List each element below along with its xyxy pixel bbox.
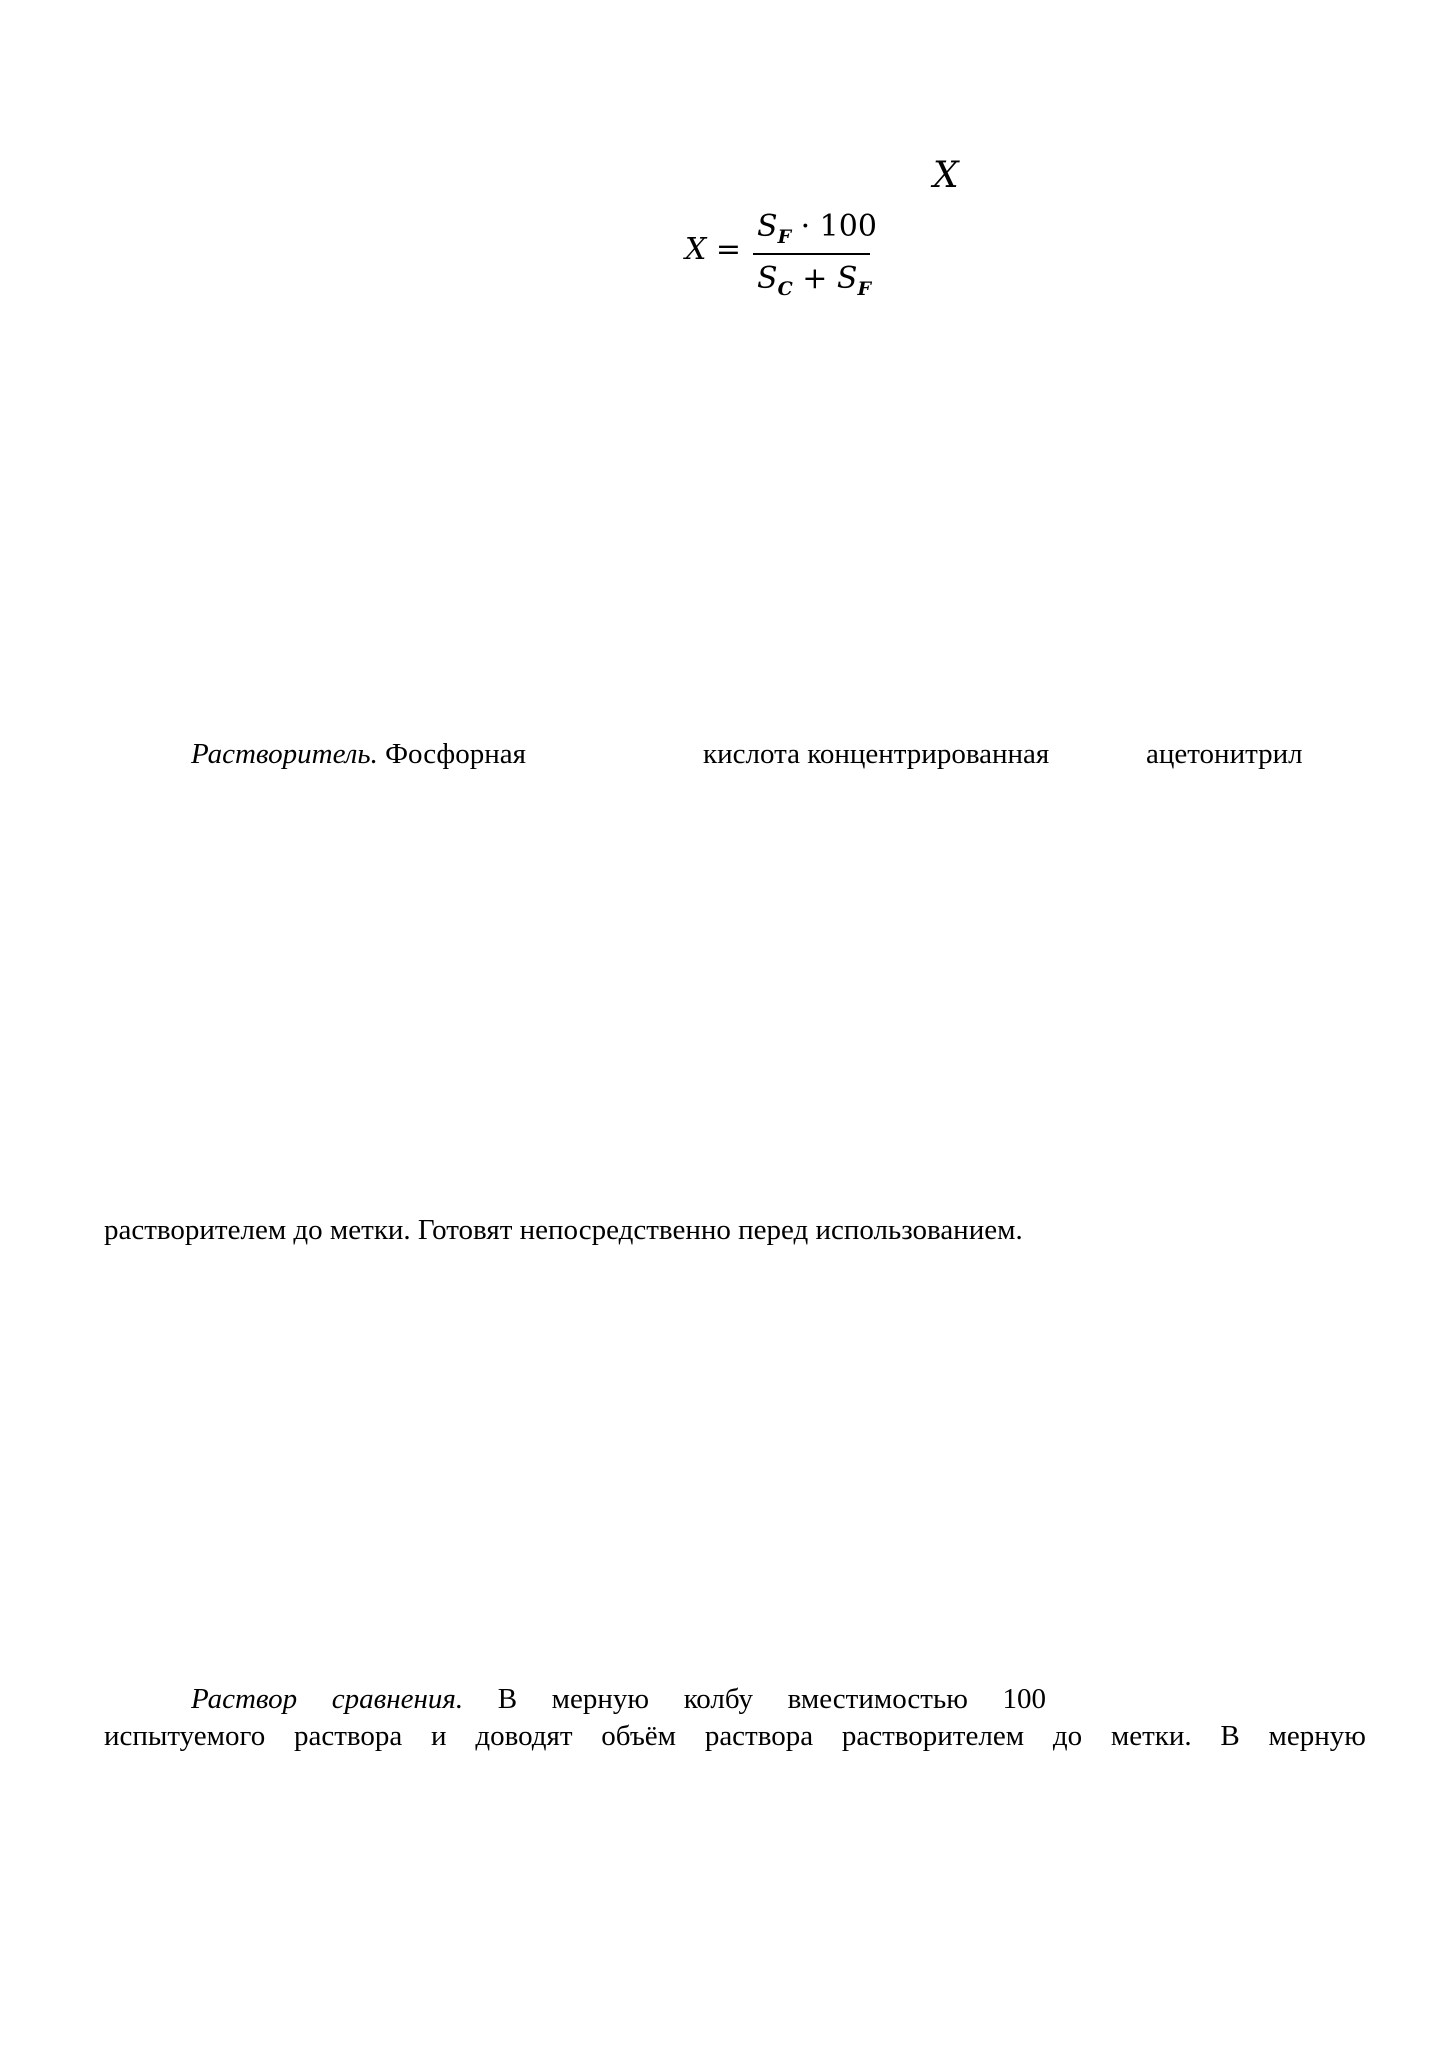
comparison-word: В [1220, 1720, 1240, 1752]
denominator-plus: + [802, 261, 828, 296]
solvent-part-1: Фосфорная [385, 738, 526, 770]
comparison-word: мерную [551, 1683, 650, 1715]
comparison-word: доводят [475, 1720, 573, 1752]
numerator-rest: · 100 [800, 209, 877, 244]
formula-numerator [757, 209, 877, 248]
comparison-word: до [1052, 1720, 1083, 1752]
solvent-part-2: кислота концентрированная [703, 738, 1050, 770]
numerator-symbol: S [757, 209, 778, 244]
comparison-word: раствора [293, 1720, 403, 1752]
comparison-line-1 [191, 1683, 1046, 1716]
comparison-word: вместимостью [787, 1683, 968, 1715]
formula-lhs: X = [685, 232, 742, 267]
formula-fraction [753, 206, 877, 306]
comparison-word: объём [601, 1720, 677, 1752]
comparison-word: и [431, 1720, 447, 1752]
formula-denominator [757, 261, 871, 300]
denominator-symbol-b: S [836, 261, 858, 296]
comparison-word: раствора [704, 1720, 814, 1752]
comparison-word: испытуемого [104, 1720, 266, 1752]
prepared-line: растворителем до метки. Готовят непосредственно перед использованием. [104, 1214, 1023, 1246]
denominator-subscript-a: C [777, 278, 793, 300]
comparison-word: Раствор [191, 1683, 298, 1715]
solvent-label: Растворитель. [191, 738, 378, 770]
comparison-word: растворителем [841, 1720, 1025, 1752]
formula-x-equation [685, 206, 885, 306]
fraction-bar [753, 253, 870, 255]
solvent-part-3: ацетонитрил [1146, 738, 1303, 770]
comparison-word: 100 [1002, 1683, 1046, 1715]
comparison-word: мерную [1268, 1720, 1366, 1752]
comparison-line-2 [104, 1720, 1366, 1753]
solvent-line-start [191, 738, 526, 771]
comparison-word: В [497, 1683, 518, 1715]
comparison-word: колбу [683, 1683, 754, 1715]
denominator-symbol-a: S [757, 261, 778, 296]
numerator-subscript: F [777, 226, 792, 248]
comparison-word: сравнения. [331, 1683, 464, 1715]
formula-variable-x: X [933, 155, 959, 196]
comparison-word: метки. [1110, 1720, 1192, 1752]
denominator-subscript-b: F [857, 278, 871, 300]
